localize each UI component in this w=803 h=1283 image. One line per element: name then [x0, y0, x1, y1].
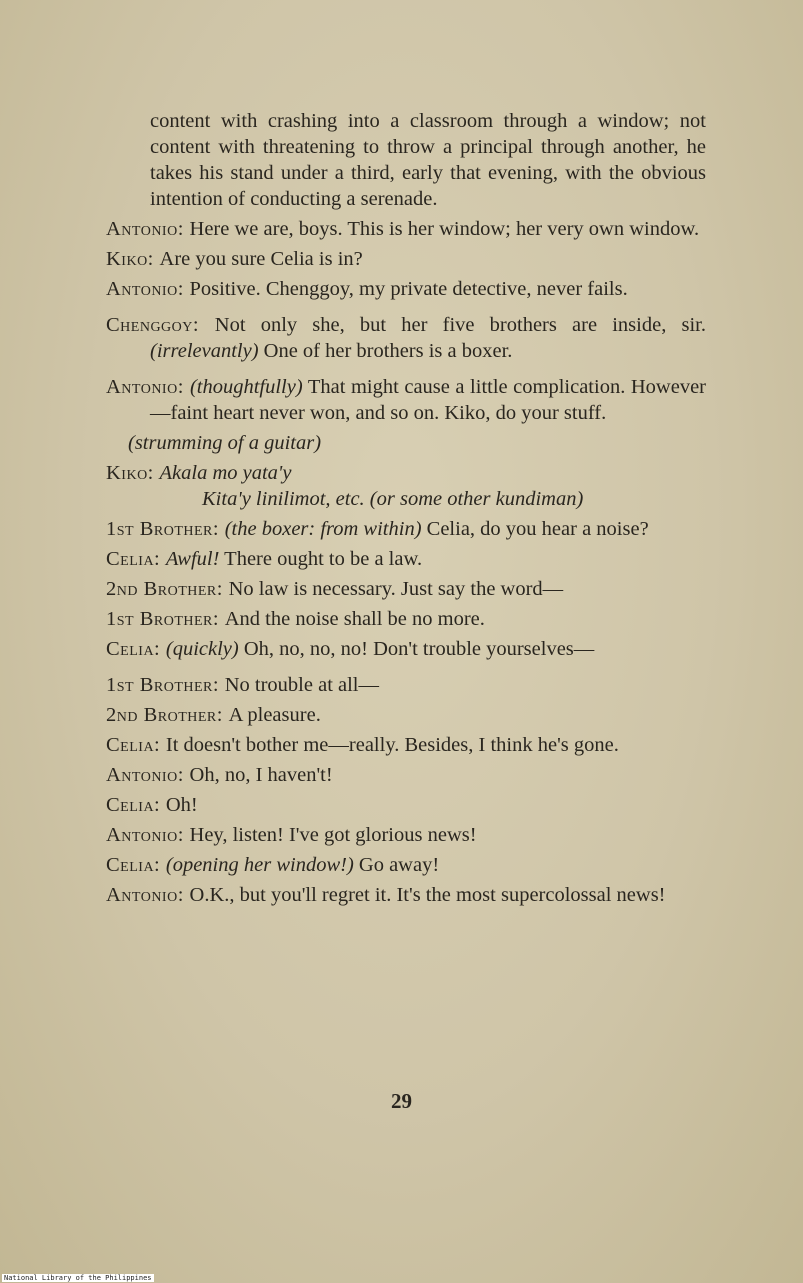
dialogue-line [106, 276, 706, 302]
speaker-name: Antonio: [106, 278, 190, 300]
page-text [106, 108, 706, 908]
speech-text: No law is necessary. Just say the word— [228, 578, 564, 600]
speech-text: Oh! [165, 794, 198, 816]
dialogue-line [106, 702, 706, 728]
speaker-name: 2nd Brother: [106, 704, 229, 726]
speech-text: Go away! [353, 854, 440, 876]
dialogue-line [106, 792, 706, 818]
speaker-name: Antonio: [106, 884, 190, 906]
dialogue-line [106, 516, 706, 542]
dialogue-line [106, 460, 706, 486]
dialogue-line [106, 216, 706, 242]
dialogue-line [106, 762, 706, 788]
speaker-name: Celia: [106, 854, 166, 876]
stage-direction: Akala mo yata'y [159, 462, 292, 484]
dialogue-line [106, 606, 706, 632]
speech-text: Hey, listen! I've got glorious news! [189, 824, 477, 846]
stage-direction: Awful! [165, 548, 220, 570]
stage-direction-line: (strumming of a guitar) [128, 432, 322, 454]
speech-text: Oh, no, I haven't! [189, 764, 333, 786]
speaker-name: Antonio: [106, 824, 190, 846]
dialogue-line [106, 852, 706, 878]
speaker-name: Celia: [106, 794, 166, 816]
speaker-name: Celia: [106, 638, 166, 660]
dialogue-line [106, 312, 706, 364]
dialogue [106, 216, 706, 908]
stage-direction: (irrelevantly) [150, 340, 259, 362]
speech-text: That might cause a little complication. However—faint heart never won, and so on. Kiko, do your stuff. [150, 376, 707, 424]
speech-text: And the noise shall be no more. [224, 608, 485, 630]
stage-direction: (opening her window!) [165, 854, 354, 876]
speaker-name: Antonio: [106, 764, 190, 786]
speech-text: One of her brothers is a boxer. [258, 340, 513, 362]
dialogue-line [106, 546, 706, 572]
speaker-name: 1st Brother: [106, 608, 225, 630]
speech-text: It doesn't bother me—really. Besides, I think he's gone. [165, 734, 619, 756]
dialogue-line [106, 822, 706, 848]
speaker-name: Kiko: [106, 462, 160, 484]
dialogue-line [106, 246, 706, 272]
stage-direction: (or some other kundiman) [364, 488, 584, 510]
dialogue-line [106, 374, 706, 426]
speech-text: No trouble at all— [224, 674, 379, 696]
dialogue-line [106, 672, 706, 698]
speech-text: Here we are, boys. This is her window; her very own window. [189, 218, 700, 240]
opening-paragraph: content with crashing into a classroom through a window; not content with threatening to throw a principal through another, he takes his stand under a third, early that evening, with the obvious intention of conducting a serenade. [150, 110, 706, 210]
speaker-name: 1st Brother: [106, 518, 225, 540]
speech-text: O.K., but you'll regret it. It's the most supercolossal news! [189, 884, 666, 906]
speaker-name: 1st Brother: [106, 674, 225, 696]
speech-text: Positive. Chenggoy, my private detective, never fails. [189, 278, 628, 300]
stage-direction: Kita'y linilimot, etc. [202, 488, 365, 510]
dialogue-line [106, 576, 706, 602]
speaker-name: Kiko: [106, 248, 160, 270]
stage-direction: (thoughtfully) [189, 376, 303, 398]
song-line [106, 486, 706, 512]
speech-text: Celia, do you hear a noise? [421, 518, 649, 540]
speaker-name: Celia: [106, 734, 166, 756]
library-watermark: National Library of the Philippines [4, 1274, 152, 1282]
speaker-name: Chenggoy: [106, 314, 215, 336]
speaker-name: Antonio: [106, 376, 190, 398]
speech-text: There ought to be a law. [219, 548, 423, 570]
dialogue-line [106, 882, 706, 908]
dialogue-line [106, 636, 706, 662]
speaker-name: 2nd Brother: [106, 578, 229, 600]
speech-text: A pleasure. [228, 704, 321, 726]
speech-text: Are you sure Celia is in? [159, 248, 363, 270]
page-number: 29 [391, 1089, 412, 1113]
stage-direction: (the boxer: from within) [224, 518, 422, 540]
speech-text: Not only she, but her five brothers are inside, sir. [214, 314, 706, 336]
dialogue-line [106, 732, 706, 758]
speaker-name: Celia: [106, 548, 166, 570]
speaker-name: Antonio: [106, 218, 190, 240]
speech-text: Oh, no, no, no! Don't trouble yourselves— [238, 638, 595, 660]
stage-direction: (quickly) [165, 638, 239, 660]
